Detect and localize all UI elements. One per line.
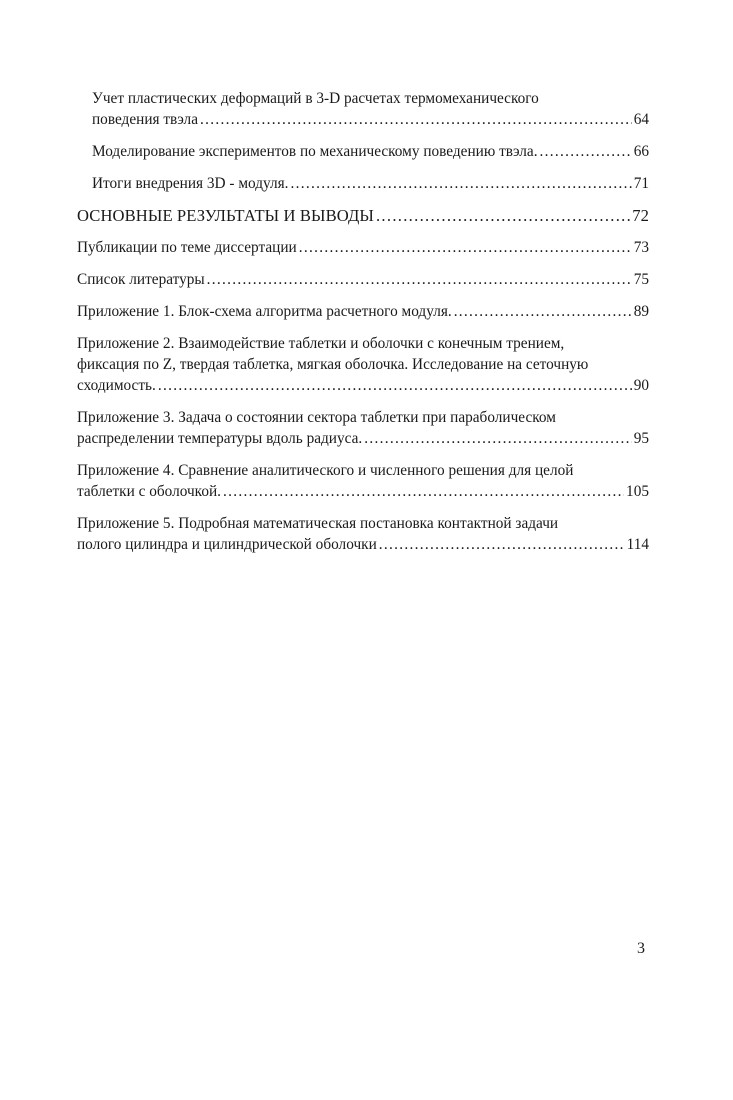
table-of-contents xyxy=(77,88,649,555)
toc-entry-references[interactable] xyxy=(77,269,649,290)
toc-page-number: 64 xyxy=(633,111,649,128)
toc-entry-text-line: таблетки с оболочкой. xyxy=(77,483,221,500)
dot-leader xyxy=(223,481,624,502)
toc-entry-text-line: Приложение 2. Взаимодействие таблетки и оболочки с конечным трением, xyxy=(77,335,565,352)
toc-entry-text-line: ОСНОВНЫЕ РЕЗУЛЬТАТЫ И ВЫВОДЫ xyxy=(77,206,374,225)
dot-leader xyxy=(291,173,632,194)
dot-leader xyxy=(158,375,632,396)
toc-page-number: 105 xyxy=(626,483,649,500)
toc-entry-text-line: распределении температуры вдоль радиуса. xyxy=(77,430,363,447)
toc-page-number: 75 xyxy=(633,271,649,288)
toc-entry-appendix-4[interactable] xyxy=(77,460,649,502)
dot-leader xyxy=(207,269,632,290)
toc-page-number: 71 xyxy=(633,175,649,192)
toc-entry-text-line: Приложение 5. Подробная математическая постановка контактной задачи xyxy=(77,515,559,532)
toc-page-number: 89 xyxy=(633,303,649,320)
toc-entry-text-line: Приложение 1. Блок-схема алгоритма расчетного модуля. xyxy=(77,303,452,320)
toc-page-number: 73 xyxy=(633,239,649,256)
dot-leader xyxy=(364,428,631,449)
toc-entry-text-line: Учет пластических деформаций в 3-D расчетах термомеханического xyxy=(92,90,539,107)
dot-leader xyxy=(200,109,632,130)
toc-page-number: 72 xyxy=(632,206,649,225)
page-number: 3 xyxy=(637,940,645,957)
toc-entry-publications[interactable] xyxy=(77,237,649,258)
toc-entry-text-line: Приложение 4. Сравнение аналитического и численного решения для целой xyxy=(77,462,574,479)
toc-entry-text-line: Итоги внедрения 3D - модуля. xyxy=(92,175,289,192)
toc-page-number: 90 xyxy=(633,377,649,394)
toc-entry-mechanical-experiments[interactable] xyxy=(77,141,649,162)
dot-leader xyxy=(540,141,632,162)
toc-entry-text-line: фиксация по Z, твердая таблетка, мягкая оболочка. Исследование на сеточную xyxy=(77,356,589,373)
toc-entry-3d-module-results[interactable] xyxy=(77,173,649,194)
dot-leader xyxy=(376,205,630,226)
toc-entry-appendix-1[interactable] xyxy=(77,301,649,322)
toc-entry-plastic-deformations[interactable] xyxy=(77,88,649,130)
toc-page-number: 114 xyxy=(626,536,649,553)
toc-page-number: 95 xyxy=(633,430,649,447)
toc-entry-text-line: Приложение 3. Задача о состоянии сектора таблетки при параболическом xyxy=(77,409,556,426)
toc-entry-main-results[interactable] xyxy=(77,205,649,226)
toc-entry-text-line: полого цилиндра и цилиндрической оболочки xyxy=(77,536,377,553)
dot-leader xyxy=(299,237,632,258)
toc-entry-text-line: поведения твэла xyxy=(92,111,198,128)
toc-entry-appendix-5[interactable] xyxy=(77,513,649,555)
dot-leader xyxy=(454,301,632,322)
toc-entry-appendix-2[interactable] xyxy=(77,333,649,396)
dot-leader xyxy=(379,534,625,555)
toc-page-number: 66 xyxy=(633,143,649,160)
toc-entry-text-line: сходимость. xyxy=(77,377,156,394)
toc-entry-text-line: Моделирование экспериментов по механическому поведению твэла. xyxy=(92,143,538,160)
toc-entry-text-line: Список литературы xyxy=(77,271,205,288)
toc-entry-appendix-3[interactable] xyxy=(77,407,649,449)
toc-entry-text-line: Публикации по теме диссертации xyxy=(77,239,297,256)
